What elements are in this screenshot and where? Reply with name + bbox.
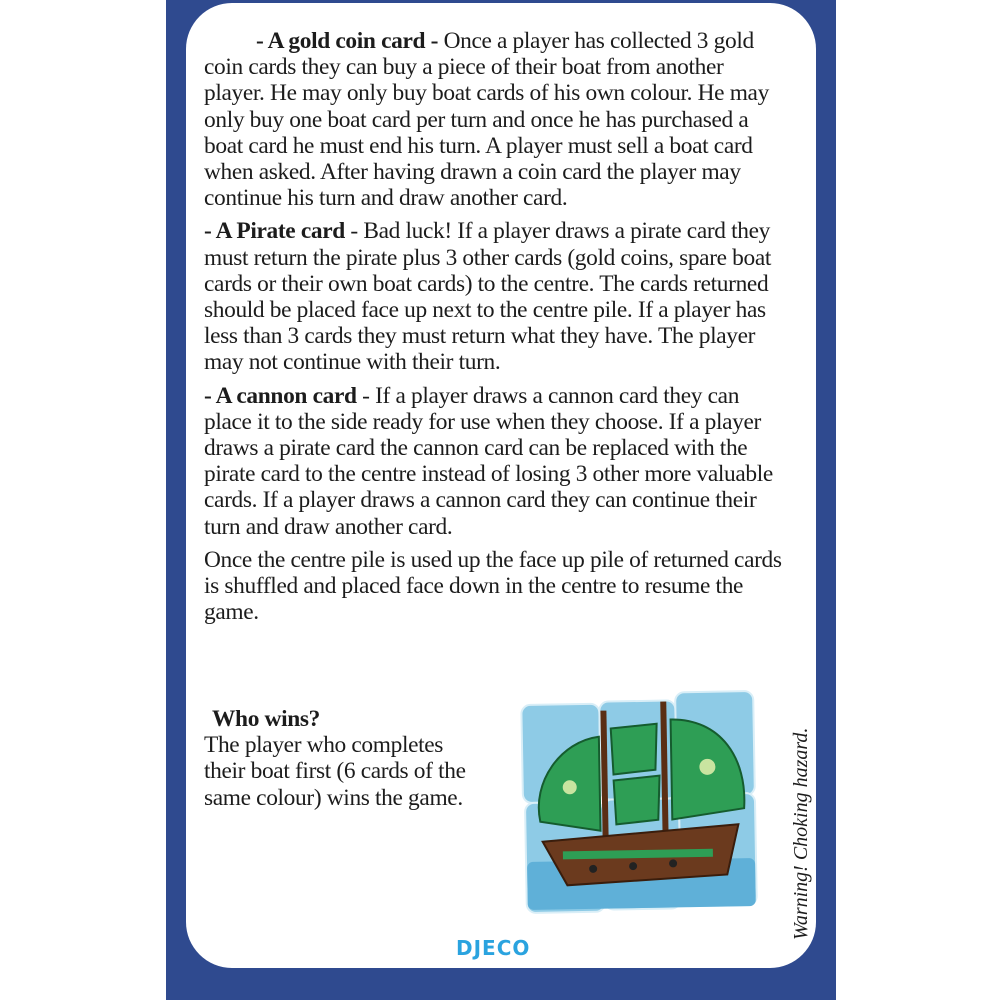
rules-text (204, 28, 789, 632)
rule-centre-pile: Once the centre pile is used up the face up pile of returned cards is shuffled and placed face down in the centre to resume the game. (204, 546, 782, 626)
sail (614, 776, 661, 825)
who-wins-title: Who wins? (212, 706, 320, 732)
rule-cannon-body: - If a player draws a cannon card they can place it to the side ready for use when they choose. If a player draws a pirate card the cannon card can be replaced with the pirate card to the centre instead of losing 3 other more valuable cards. If a player draws a cannon card they can continue their turn and draw another card. (204, 382, 773, 540)
rule-pirate-body: - Bad luck! If a player draws a pirate card they must return the pirate plus 3 other cards (gold coins, spare boat cards or their own boat cards) to the centre. The cards returned should be placed face up next to the centre pile. If a player has less than 3 cards they must return what they have. The player may not continue with their turn. (204, 218, 772, 376)
mast (600, 711, 608, 841)
rule-pirate-head: - A Pirate card (204, 218, 345, 245)
pirate-ship-puzzle-icon (520, 688, 760, 916)
who-wins-line-1: The player who completes (204, 732, 444, 759)
who-wins-line-2: their boat first (6 cards of the (204, 758, 466, 785)
rule-gold-coin-head: - A gold coin card - (256, 28, 439, 54)
rule-gold-coin (204, 28, 789, 211)
ship-illustration (520, 688, 760, 916)
rule-pirate (204, 218, 789, 375)
who-wins-section (204, 706, 524, 811)
rule-gold-coin-body: Once a player has collected 3 gold coin cards they can buy a piece of their boat from another player. He may only buy boat cards of his own colour. He may only buy one boat card per turn and once he has purchased a boat card he must end his turn. A player must sell a boat card when asked. After having drawn a coin card the player may continue his turn and draw another card. (204, 28, 769, 212)
mast (660, 702, 668, 840)
who-wins-line-3: same colour) wins the game. (204, 784, 463, 811)
sail (611, 724, 658, 775)
rule-cannon (204, 383, 789, 540)
choking-hazard-warning: Warning! Choking hazard. (790, 727, 812, 940)
brand-logo: DJECO (456, 936, 531, 960)
rule-cannon-head: - A cannon card (204, 382, 357, 409)
